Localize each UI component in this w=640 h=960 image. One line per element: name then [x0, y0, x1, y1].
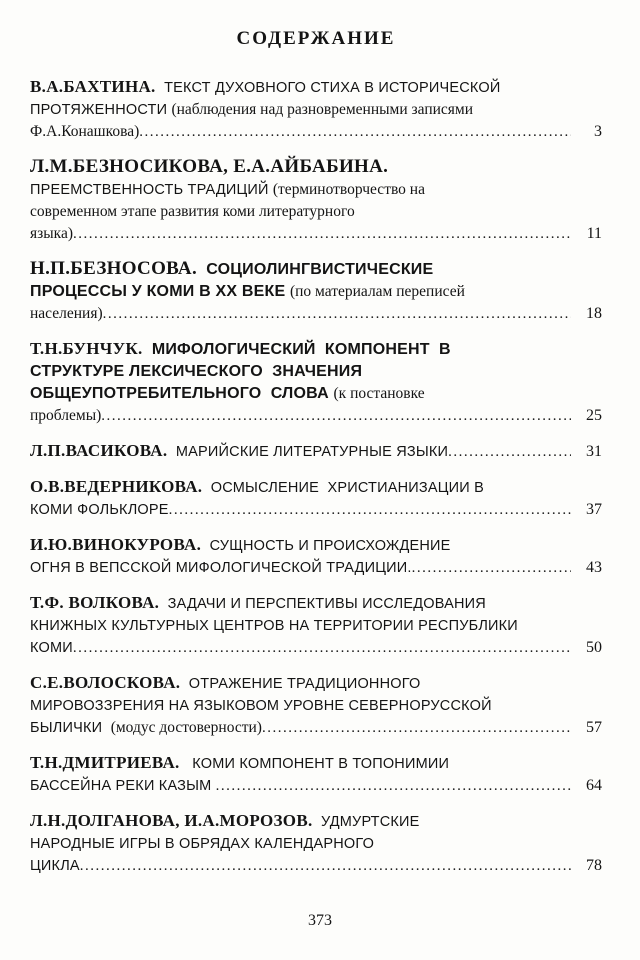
toc-entry [30, 534, 602, 579]
toc-entry-lastline [30, 223, 602, 245]
toc-run-note: проблемы) [30, 407, 102, 424]
toc-run-title: НАРОДНЫЕ ИГРЫ В ОБРЯДАХ КАЛЕНДАРНОГО [30, 836, 375, 852]
toc-run-title: УДМУРТСКИЕ [312, 814, 420, 830]
toc-entry-line [30, 810, 602, 833]
toc-page-number: 43 [586, 559, 602, 576]
toc-entry-text [30, 835, 374, 852]
toc-run-note: современном этапе развития коми литературного [30, 203, 355, 220]
toc-run-title: ЗАДАЧИ И ПЕРСПЕКТИВЫ ИССЛЕДОВАНИЯ [159, 596, 486, 612]
toc-entry-line [30, 534, 602, 557]
toc-entry-text [30, 617, 518, 634]
toc-run-author: С.Е.ВОЛОСКОВА. [30, 673, 181, 692]
toc-entry-text [30, 499, 169, 521]
toc-entry-line [30, 361, 602, 383]
toc-run-title-bold: ПРОЦЕССЫ У КОМИ В XX ВЕКЕ [30, 283, 290, 300]
toc-run-note: языка) [30, 225, 74, 242]
toc-run-title: МИРОВОЗЗРЕНИЯ НА ЯЗЫКОВОМ УРОВНЕ СЕВЕРНОРУССКОЙ [30, 698, 492, 714]
toc-entry-line [30, 76, 602, 99]
toc-entry-line [30, 383, 602, 405]
dot-leader [412, 557, 571, 579]
toc-entry [30, 592, 602, 659]
toc-entry-line [30, 695, 602, 717]
toc-entry-text [30, 637, 73, 659]
toc-entry-text [30, 156, 389, 177]
toc-run-note: (по материалам переписей [289, 283, 465, 300]
toc-entry-line [30, 476, 602, 499]
toc-entry-text [30, 537, 451, 554]
toc-entry-text [30, 385, 425, 402]
toc-entry-lastline [30, 775, 602, 797]
toc-entry [30, 810, 602, 877]
toc-run-title-bold: СТРУКТУРЕ ЛЕКСИЧЕСКОГО ЗНАЧЕНИЯ [30, 363, 363, 380]
dot-leader [103, 303, 571, 325]
toc-entry-text [30, 440, 448, 463]
toc-entry-line [30, 833, 602, 855]
dot-leader [73, 223, 571, 245]
toc-page-number: 31 [586, 443, 602, 460]
toc-entry-lastline [30, 121, 602, 143]
toc-entry-lastline [30, 637, 602, 659]
toc-run-author-large: Л.М.БЕЗНОСИКОВА, Е.А.АЙБАБИНА. [30, 156, 389, 177]
toc-run-author: Т.Н.ДМИТРИЕВА. [30, 753, 180, 772]
toc-run-note: Ф.А.Конашкова) [30, 123, 140, 140]
toc-list [30, 76, 602, 877]
toc-page-number: 78 [586, 857, 602, 874]
dot-leader [80, 855, 571, 877]
toc-entry-lastline [30, 405, 602, 427]
toc-run-title: КОМИ ФОЛЬКЛОРЕ [30, 502, 169, 518]
toc-run-author: Т.Н.БУНЧУК. [30, 339, 143, 358]
toc-entry-line [30, 752, 602, 775]
toc-run-author-large: Н.П.БЕЗНОСОВА. [30, 258, 197, 279]
toc-entry-text [30, 203, 355, 220]
toc-run-title: ОТРАЖЕНИЕ ТРАДИЦИОННОГО [180, 676, 421, 692]
toc-entry-text [30, 855, 80, 877]
toc-entry-text [30, 717, 262, 739]
toc-entry [30, 156, 602, 245]
toc-entry-lastline [30, 303, 602, 325]
toc-entry-text [30, 363, 362, 380]
page-title: СОДЕРЖАНИЕ [236, 28, 396, 49]
toc-entry-text [30, 813, 420, 830]
toc-run-note: населения) [30, 305, 103, 322]
toc-entry-text [30, 283, 465, 300]
toc-page-number: 37 [586, 501, 602, 518]
toc-entry-text [30, 79, 501, 96]
toc-entry [30, 440, 602, 463]
toc-run-author: О.В.ВЕДЕРНИКОВА. [30, 477, 203, 496]
toc-entry-text [30, 223, 73, 245]
toc-run-title: КОМИ [30, 640, 73, 656]
toc-run-title: ЦИКЛА [30, 858, 80, 874]
toc-run-author: Л.Н.ДОЛГАНОВА, И.А.МОРОЗОВ. [30, 811, 313, 830]
toc-entry-text [30, 557, 412, 579]
toc-run-title: ПРЕЕМСТВЕННОСТЬ ТРАДИЦИЙ [30, 182, 273, 198]
toc-page-number: 18 [586, 305, 602, 322]
toc-entry-line [30, 156, 602, 179]
toc-entry-line [30, 179, 602, 201]
toc-entry-line [30, 672, 602, 695]
toc-page-number: 3 [594, 123, 602, 140]
toc-entry-lastline [30, 557, 602, 579]
toc-entry-line [30, 201, 602, 223]
toc-run-title: ОГНЯ В ВЕПССКОЙ МИФОЛОГИЧЕСКОЙ ТРАДИЦИИ. [30, 560, 412, 576]
toc-page-number: 57 [586, 719, 602, 736]
dot-leader [448, 441, 571, 463]
toc-run-author: Т.Ф. ВОЛКОВА. [30, 593, 160, 612]
toc-entry [30, 258, 602, 325]
toc-entry-text [30, 479, 484, 496]
toc-page-number: 25 [586, 407, 602, 424]
toc-entry-text [30, 121, 139, 143]
toc-run-title: ТЕКСТ ДУХОВНОГО СТИХА В ИСТОРИЧЕСКОЙ [155, 80, 501, 96]
toc-entry [30, 76, 602, 143]
toc-entry-lastline [30, 499, 602, 521]
toc-run-note: (модус достоверности) [110, 719, 262, 736]
dot-leader [73, 637, 571, 659]
toc-run-author: И.Ю.ВИНОКУРОВА. [30, 535, 202, 554]
toc-run-title: БЫЛИЧКИ [30, 720, 111, 736]
toc-page-number: 11 [586, 225, 602, 242]
toc-run-title: БАССЕЙНА РЕКИ КАЗЫМ [30, 778, 216, 794]
dot-leader [101, 405, 571, 427]
toc-run-author: В.А.БАХТИНА. [30, 77, 156, 96]
toc-run-title-bold: СОЦИОЛИНГВИСТИЧЕСКИЕ [197, 261, 434, 278]
toc-run-title: ПРОТЯЖЕННОСТИ [30, 102, 172, 118]
toc-entry-lastline [30, 440, 602, 463]
toc-entry [30, 752, 602, 797]
toc-entry [30, 338, 602, 427]
toc-run-note: (терминотворчество на [272, 181, 425, 198]
dot-leader [262, 717, 571, 739]
toc-entry-text [30, 697, 492, 714]
toc-run-note: (к постановке [333, 385, 425, 402]
toc-run-title-bold: МИФОЛОГИЧЕСКИЙ КОМПОНЕНТ В [142, 341, 451, 358]
toc-page-number: 50 [586, 639, 602, 656]
toc-entry-text [30, 405, 101, 427]
toc-entry-text [30, 303, 103, 325]
toc-run-title: КОМИ КОМПОНЕНТ В ТОПОНИМИИ [179, 756, 450, 772]
toc-run-title: МАРИЙСКИЕ ЛИТЕРАТУРНЫЕ ЯЗЫКИ [167, 444, 449, 460]
toc-entry-line [30, 338, 602, 361]
toc-entry-text [30, 755, 449, 772]
toc-entry-text [30, 595, 486, 612]
footer-page-number: 373 [308, 912, 332, 929]
toc-run-title: СУЩНОСТЬ И ПРОИСХОЖДЕНИЕ [201, 538, 451, 554]
toc-entry-line [30, 615, 602, 637]
dot-leader [169, 499, 571, 521]
toc-entry-text [30, 101, 473, 118]
toc-entry [30, 476, 602, 521]
toc-run-author: Л.П.ВАСИКОВА. [30, 441, 168, 460]
toc-entry-line [30, 99, 602, 121]
dot-leader [139, 121, 571, 143]
toc-entry-line [30, 258, 602, 281]
toc-entry-line [30, 592, 602, 615]
toc-entry-text [30, 181, 425, 198]
toc-run-title: ОСМЫСЛЕНИЕ ХРИСТИАНИЗАЦИИ В [202, 480, 484, 496]
toc-entry-line [30, 281, 602, 303]
toc-run-note: (наблюдения над разновременными записями [171, 101, 474, 118]
toc-entry [30, 672, 602, 739]
toc-entry-text [30, 341, 451, 358]
toc-run-title-bold: ОБЩЕУПОТРЕБИТЕЛЬНОГО СЛОВА [30, 385, 334, 402]
dot-leader [216, 775, 571, 797]
toc-entry-lastline [30, 717, 602, 739]
toc-entry-text [30, 258, 434, 279]
toc-entry-text [30, 775, 216, 797]
toc-entry-lastline [30, 855, 602, 877]
toc-entry-text [30, 675, 420, 692]
toc-page-number: 64 [586, 777, 602, 794]
toc-run-title: КНИЖНЫХ КУЛЬТУРНЫХ ЦЕНТРОВ НА ТЕРРИТОРИИ РЕСПУБЛИКИ [30, 618, 518, 634]
